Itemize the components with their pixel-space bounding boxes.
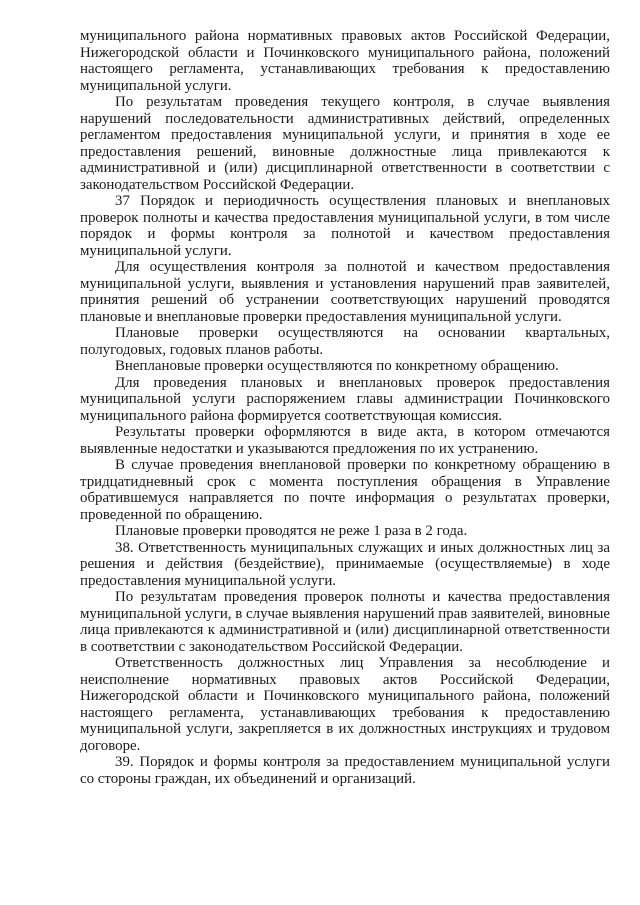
paragraph-continuation: муниципального района нормативных правовых актов Российской Федерации, Нижегородской области и Починковского муниципального района, положений настоящего регламента, устанавливающих требования к предоставлению муниципальной услуги. (80, 28, 610, 94)
paragraph-unplanned-response: В случае проведения внеплановой проверки по конкретному обращению в тридцатидневный срок с момента поступления обращения в Управление обратившемуся направляется по почте информация о результатах проверки, проведенной по обращению. (80, 457, 610, 523)
paragraph-current-control-results: По результатам проведения текущего контроля, в случае выявления нарушений последовательности административных действий, определенных регламентом предоставления муниципальной услуги, и принятия в ходе ее предоставления решений, виновные должностные лица привлекаются к административной и (или) дисциплинарной ответственности в соответствии с законодательством Российской Федерации. (80, 94, 610, 193)
paragraph-control-purpose: Для осуществления контроля за полнотой и качеством предоставления муниципальной услуги, выявления и установления нарушений прав заявителей, принятия решений об устранении соответствующих нарушений проводятся плановые и внеплановые проверки предоставления муниципальной услуги. (80, 259, 610, 325)
paragraph-inspection-act: Результаты проверки оформляются в виде акта, в котором отмечаются выявленные недостатки и указываются предложения по их устранению. (80, 424, 610, 457)
section-38-heading: 38. Ответственность муниципальных служащих и иных должностных лиц за решения и действия (бездействие), принимаемые (осуществляемые) в ходе предоставления муниципальной услуги. (80, 539, 610, 589)
paragraph-unplanned-inspections: Внеплановые проверки осуществляются по конкретному обращению. (115, 358, 559, 374)
paragraph-inspection-results: По результатам проведения проверок полноты и качества предоставления муниципальной услуги, в случае выявления нарушений прав заявителей, виновные лица привлекаются к административной и (или) дисциплинарной ответственности в соответствии с законодательством Российской Федерации. (80, 589, 610, 655)
paragraph-commission: Для проведения плановых и внеплановых проверок предоставления муниципальной услуги распоряжением главы администрации Починковского муниципального района формируется соответствующая комиссия. (80, 374, 610, 424)
section-39-heading: 39. Порядок и формы контроля за предоставлением муниципальной услуги со стороны граждан, их объединений и организаций. (80, 754, 610, 787)
paragraph-inspection-frequency: Плановые проверки проводятся не реже 1 раза в 2 года. (115, 523, 468, 539)
paragraph-planned-inspections-basis: Плановые проверки осуществляются на основании квартальных, полугодовых, годовых планов работы. (80, 325, 610, 358)
document-body (80, 28, 610, 787)
section-37-heading: 37 Порядок и периодичность осуществления плановых и внеплановых проверок полноты и качества предоставления муниципальной услуги, в том числе порядок и формы контроля за полнотой и качеством предоставления муниципальной услуги. (80, 193, 610, 259)
paragraph-officials-responsibility: Ответственность должностных лиц Управления за несоблюдение и неисполнение нормативных правовых актов Российской Федерации, Нижегородской области и Починковского муниципального района, положений настоящего регламента, устанавливающих требования к предоставлению муниципальной услуги, закрепляется в их должностных инструкциях и трудовом договоре. (80, 655, 610, 754)
